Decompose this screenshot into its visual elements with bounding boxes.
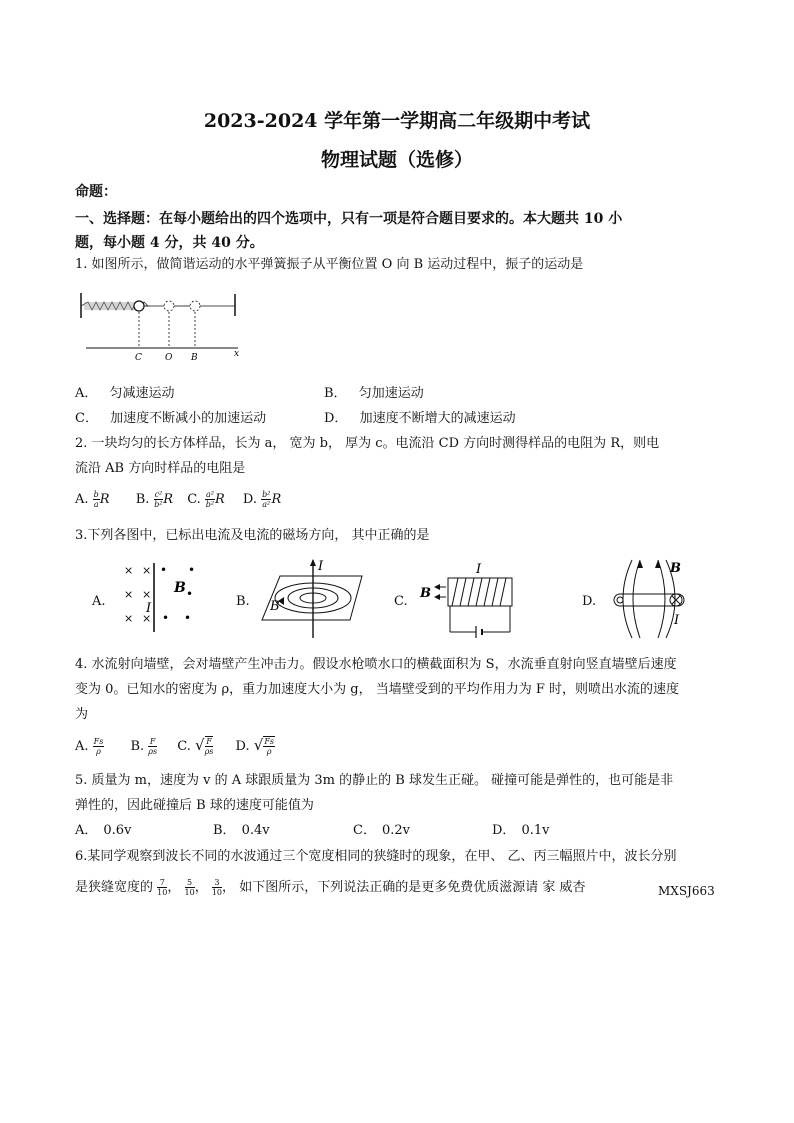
dot-mark: • xyxy=(184,611,192,625)
cross-mark: × xyxy=(124,588,134,601)
q3-stem: 3.下列各图中，已标出电流及电流的磁场方向， 其中正确的是 xyxy=(75,528,430,543)
q3-label-b[interactable]: B. xyxy=(236,594,250,609)
exam-subtitle: 物理试题（选修） xyxy=(320,149,473,171)
exam-title: 2023-2024 学年第一学期高二年级期中考试 xyxy=(203,110,591,132)
q2-stem-line1: 2. 一块均匀的长方体样品，长为 a， 宽为 b， 厚为 c。电流沿 CD 方向时测得样品的电阻为 R，则电 xyxy=(75,436,660,451)
q1-option-a-text: 匀减速运动 xyxy=(109,386,175,401)
q5-option-a[interactable]: A． 0.6v xyxy=(75,823,132,838)
q1-option-d-label: D． xyxy=(324,411,348,426)
label-I: I xyxy=(476,562,482,577)
q1-option-b-label: B． xyxy=(324,386,347,401)
q1-option-d[interactable] xyxy=(324,411,516,427)
q4-stem-line2: 变为 0。已知水的密度为 ρ，重力加速度大小为 g， 当墙壁受到的平均作用力为 F 时，则喷出水流的速度 xyxy=(75,682,680,697)
section-heading-line2: 题，每小题 4 分，共 40 分。 xyxy=(75,235,264,251)
dot-mark: • xyxy=(188,563,196,577)
label-B: B xyxy=(174,580,186,596)
q2-stem-line2: 流沿 AB 方向时样品的电阻是 xyxy=(75,461,246,476)
q1-label-c: C xyxy=(135,353,142,363)
label-I: I xyxy=(318,559,324,574)
q2-option-c[interactable]: C. $\frac{\text{a²}}{\text{b²}}$ R xyxy=(187,490,225,509)
q1-option-c-label: C． xyxy=(75,411,98,426)
q1-option-a-label: A． xyxy=(75,386,98,401)
q1-option-d-text: 加速度不断增大的减速运动 xyxy=(359,411,516,426)
q3-figure-a xyxy=(118,560,208,635)
q4-option-b[interactable]: B. $\frac{F}{\rho s}$ xyxy=(130,736,158,756)
q1-label-b: B xyxy=(191,353,198,363)
cross-mark: × xyxy=(142,612,152,625)
q3-label-c[interactable]: C. xyxy=(394,594,408,609)
cross-mark: × xyxy=(124,564,134,577)
cross-mark: × xyxy=(142,588,152,601)
q4-options xyxy=(75,736,275,756)
q1-option-b-text: 匀加速运动 xyxy=(358,386,424,401)
q2-option-b[interactable]: B. $\frac{\text{c²}}{\text{b²}}$ R xyxy=(135,490,174,509)
q4-option-c[interactable]: C. √ $\frac{F}{\rho s}$ xyxy=(177,735,214,756)
author-label: 命题： xyxy=(75,184,117,200)
q3-figure-c xyxy=(414,560,524,640)
q3-label-a[interactable]: A. xyxy=(92,594,106,609)
label-B: B xyxy=(270,599,280,614)
q5-stem-line2: 弹性的，因此碰撞后 B 球的速度可能值为 xyxy=(75,798,314,813)
q2-option-d[interactable]: D. $\frac{\text{b²}}{\text{a²}}$ R xyxy=(242,490,282,509)
q5-option-d[interactable]: D． 0.1v xyxy=(492,823,550,838)
q1-option-b[interactable] xyxy=(324,386,424,402)
q6-stem-line2: 是狭缝宽度的 $\frac{7}{10}$ ， $\frac{5}{10}$ ， $\frac{3}{10}$ ， 如下图所示，下列说法正确的是更多免费优质滋源请 家 威杏 xyxy=(75,878,586,897)
cross-mark: × xyxy=(142,564,152,577)
label-B: B xyxy=(420,586,431,601)
q2-option-a[interactable]: A. $\frac{b}{a}$ R xyxy=(75,490,110,509)
q3-label-d[interactable]: D. xyxy=(582,594,597,609)
q1-option-c[interactable] xyxy=(75,411,266,427)
q1-spring-oscillator-figure xyxy=(78,288,258,363)
q5-option-c[interactable]: C． 0.2v xyxy=(353,823,410,838)
q3-figure-b xyxy=(258,558,368,640)
cross-mark: × xyxy=(124,612,134,625)
q1-label-o: O xyxy=(165,353,173,363)
q3-figure-d xyxy=(600,556,700,642)
q1-label-x: x xyxy=(234,349,240,359)
q4-stem-line1: 4. 水流射向墙壁，会对墙壁产生冲击力。假设水枪喷水口的横截面积为 S，水流垂直射向竖直墙壁后速度 xyxy=(75,657,677,672)
q1-option-c-text: 加速度不断减小的加速运动 xyxy=(110,411,267,426)
q4-stem-line3: 为 xyxy=(75,707,89,722)
dot-mark: • xyxy=(160,563,168,577)
doc-code: MXSJ663 xyxy=(658,884,715,898)
label-B: B xyxy=(670,561,681,576)
q4-option-a[interactable]: A. $\frac{Fs}{\rho}$ xyxy=(75,736,104,756)
dot-mark: • xyxy=(186,587,194,601)
q1-option-a[interactable] xyxy=(75,386,175,402)
q1-stem: 1. 如图所示，做简谐运动的水平弹簧振子从平衡位置 O 向 B 运动过程中，振子的运动是 xyxy=(75,257,584,272)
q2-options xyxy=(75,490,281,509)
q4-option-d[interactable]: D. √ $\frac{Fs}{\rho}$ xyxy=(235,735,274,756)
q6-stem-line1: 6.某同学观察到波长不同的水波通过三个宽度相同的狭缝时的现象，在甲、 乙、丙三幅照片中，波长分别 xyxy=(75,849,677,864)
label-I: I xyxy=(674,613,680,628)
q5-stem-line1: 5. 质量为 m，速度为 v 的 A 球跟质量为 3m 的静止的 B 球发生正碰。 碰撞可能是弹性的，也可能是非 xyxy=(75,773,674,788)
q5-option-b[interactable]: B． 0.4v xyxy=(213,823,270,838)
label-I: I xyxy=(146,601,152,616)
dot-mark: • xyxy=(162,611,170,625)
section-heading-line1: 一、选择题：在每小题给出的四个选项中，只有一项是符合题目要求的。本大题共 10 小 xyxy=(75,211,623,227)
